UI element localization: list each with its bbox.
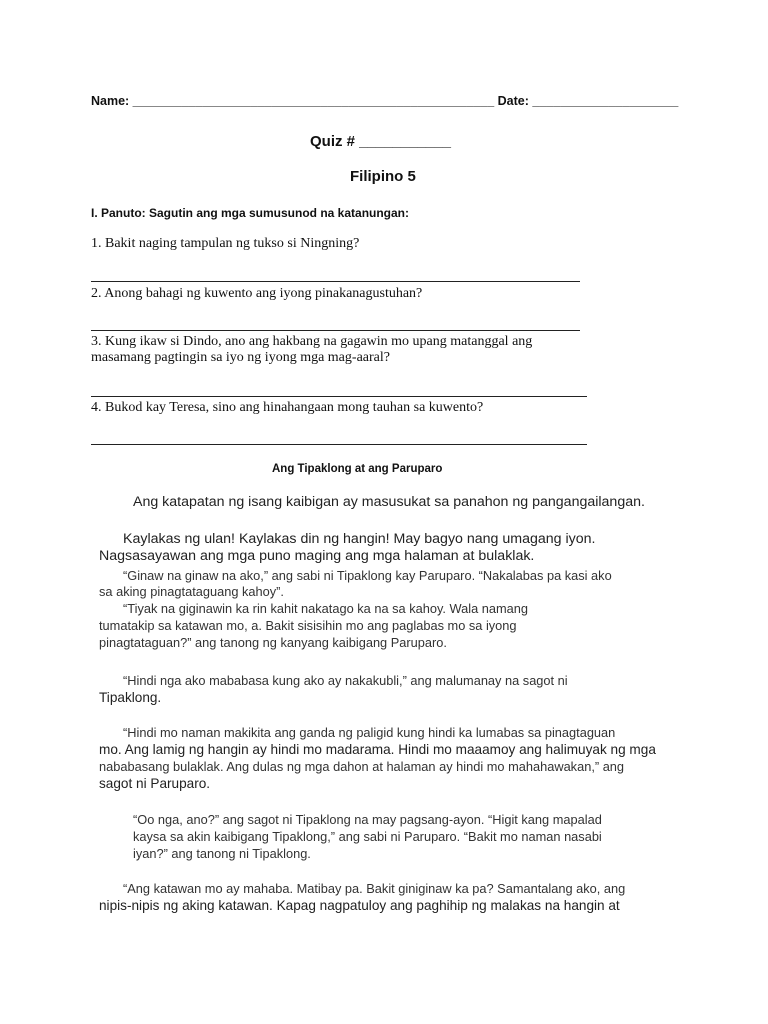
paragraph-7-line-2: nipis-nipis ng aking katawan. Kapag nagpatuloy ang paghihip ng malakas na hangin at xyxy=(99,898,620,913)
paragraph-2-line-2: sa aking pinagtataguang kahoy”. xyxy=(99,584,284,599)
paragraph-4-line-2: Tipaklong. xyxy=(99,690,162,705)
story-epigraph: Ang katapatan ng isang kaibigan ay masusukat sa panahon ng pangangailangan. xyxy=(133,494,645,510)
answer-line-2 xyxy=(91,330,580,331)
paragraph-5-line-4: sagot ni Paruparo. xyxy=(99,776,211,791)
paragraph-5-line-1: “Hindi mo naman makikita ang ganda ng paligid kung hindi ka lumabas sa pinagtaguan xyxy=(123,725,616,740)
question-2: 2. Anong bahagi ng kuwento ang iyong pinakanagustuhan? xyxy=(91,286,423,301)
answer-line-1 xyxy=(91,281,580,282)
name-date-line: Name: ____________________________________________________ Date: _____________________ xyxy=(91,94,679,108)
story-title: Ang Tipaklong at ang Paruparo xyxy=(272,463,443,475)
paragraph-3-line-3: pinagtataguan?” ang tanong ng kanyang kaibigang Paruparo. xyxy=(99,635,447,650)
paragraph-1-line-2: Nagsasayawan ang mga puno maging ang mga halaman at bulaklak. xyxy=(99,548,535,564)
question-4: 4. Bukod kay Teresa, sino ang hinahangaan mong tauhan sa kuwento? xyxy=(91,400,484,415)
answer-line-4 xyxy=(91,444,587,445)
paragraph-4-line-1: “Hindi nga ako mababasa kung ako ay nakakubli,” ang malumanay na sagot ni xyxy=(123,673,568,688)
quiz-title: Quiz # ___________ xyxy=(310,133,451,150)
subject-title: Filipino 5 xyxy=(350,168,416,185)
question-3-line-1: 3. Kung ikaw si Dindo, ano ang hakbang na gagawin mo upang matanggal ang xyxy=(91,334,533,349)
question-1: 1. Bakit naging tampulan ng tukso si Ningning? xyxy=(91,236,360,251)
paragraph-7-line-1: “Ang katawan mo ay mahaba. Matibay pa. Bakit giniginaw ka pa? Samantalang ako, ang xyxy=(123,881,626,896)
paragraph-6-line-2: kaysa sa akin kaibigang Tipaklong,” ang sabi ni Paruparo. “Bakit mo naman nasabi xyxy=(133,829,602,844)
paragraph-6-line-3: iyan?” ang tanong ni Tipaklong. xyxy=(133,846,311,861)
paragraph-5-line-2: mo. Ang lamig ng hangin ay hindi mo madarama. Hindi mo maaamoy ang halimuyak ng mga xyxy=(99,742,656,757)
paragraph-6-line-1: “Oo nga, ano?” ang sagot ni Tipaklong na may pagsang-ayon. “Higit kang mapalad xyxy=(133,812,602,827)
question-3-line-2: masamang pagtingin sa iyo ng iyong mga mag-aaral? xyxy=(91,350,390,365)
paragraph-2-line-1: “Ginaw na ginaw na ako,” ang sabi ni Tipaklong kay Paruparo. “Nakalabas pa kasi ako xyxy=(123,568,612,583)
answer-line-3 xyxy=(91,396,587,397)
paragraph-1-line-1: Kaylakas ng ulan! Kaylakas din ng hangin! May bagyo nang umagang iyon. xyxy=(123,531,596,547)
instructions: I. Panuto: Sagutin ang mga sumusunod na katanungan: xyxy=(91,206,410,220)
paragraph-3-line-1: “Tiyak na giginawin ka rin kahit nakatago ka na sa kahoy. Wala namang xyxy=(123,601,528,616)
paragraph-3-line-2: tumatakip sa katawan mo, a. Bakit sisisihin mo ang paglabas mo sa iyong xyxy=(99,618,517,633)
paragraph-5-line-3: nababasang bulaklak. Ang dulas ng mga dahon at halaman ay hindi mo mahahawakan,” ang xyxy=(99,759,625,774)
